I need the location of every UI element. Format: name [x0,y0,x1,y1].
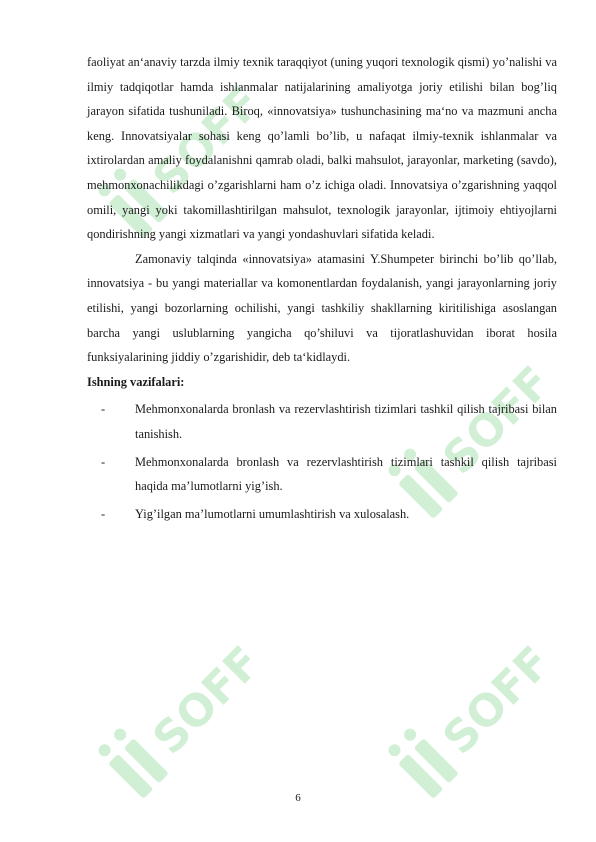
list-item [87,450,557,499]
watermark-text: SOFF [143,76,271,205]
list-bullet: - [101,402,106,417]
watermark-logo-icon [70,600,330,800]
watermark-text: SOFF [433,636,561,765]
list-item-text: Mehmonxonalarda bronlash va rezervlashtirish tizimlari tashkil qilish tajribasi haqida ma’lumotlarni yig’ish. [135,454,557,494]
paragraph: faoliyat an‘anaviy tarzda ilmiy texnik taraqqiyot (uning yuqori texnologik qismi) yo’nalishi va ilmiy tadqiqotlar hamda ishlanmalar natijalarining amaliyotga joriy etilishi bilan bog’liq jarayon sifatida tushuniladi. Biroq, «innovatsiya» tushunchasining ma‘no va mazmuni ancha keng. Innovatsiyalar sohasi keng qo’lamli bo’lib, u nafaqat ilmiy-texnik ishlanmalar va ixtirolardan amaliy foydalanishni qamrab oladi, balki mahsulot, jarayonlar, marketing (savdo), mehmonxonachilikdagi o’zgarishlarni ham o’z ichiga oladi. Innovatsiya o’zgarishning yaqqol omili, yangi yoki takomillashtirilgan mahsulot, texnologik jarayonlar, ijtimoiy ehtiyojlarni qondirishning yangi xizmatlari va yangi yondashuvlari sifatida keladi. [87,55,557,242]
section-heading: Ishning vazifalari: [87,374,185,389]
list-item [87,397,557,446]
paragraph: Zamonaviy talqinda «innovatsiya» atamasini Y.Shumpeter birinchi bo’lib qo’llab, innovatsiya - bu yangi materiallar va komonentlardan foydalanish, yangi jarayonlarning joriy etilishi, yangi bozorlarning ochilishi, yangi tashkiliy shakllarning kiritilishiga asoslangan barcha yangi uslublarning yangicha qo’shiluvi va tijoratlashuvidan iborat hosila funksiyalarining jiddiy o’zgarishidir, deb ta‘kidlaydi. [87,251,557,365]
watermark-logo-icon [360,600,596,800]
watermark-text: SOFF [143,636,271,765]
list-bullet: - [101,506,106,521]
document-body [87,50,557,526]
task-list [87,397,557,526]
list-bullet: - [101,454,106,469]
list-item-text: Yig’ilgan ma’lumotlarni umumlashtirish va xulosalash. [135,506,410,521]
list-item [87,502,557,527]
watermark-text: SOFF [433,356,561,485]
page-number: 6 [295,792,301,804]
list-item-text: Mehmonxonalarda bronlash va rezervlashtirish tizimlari tashkil qilish tajribasi bilan tanishish. [135,402,557,441]
